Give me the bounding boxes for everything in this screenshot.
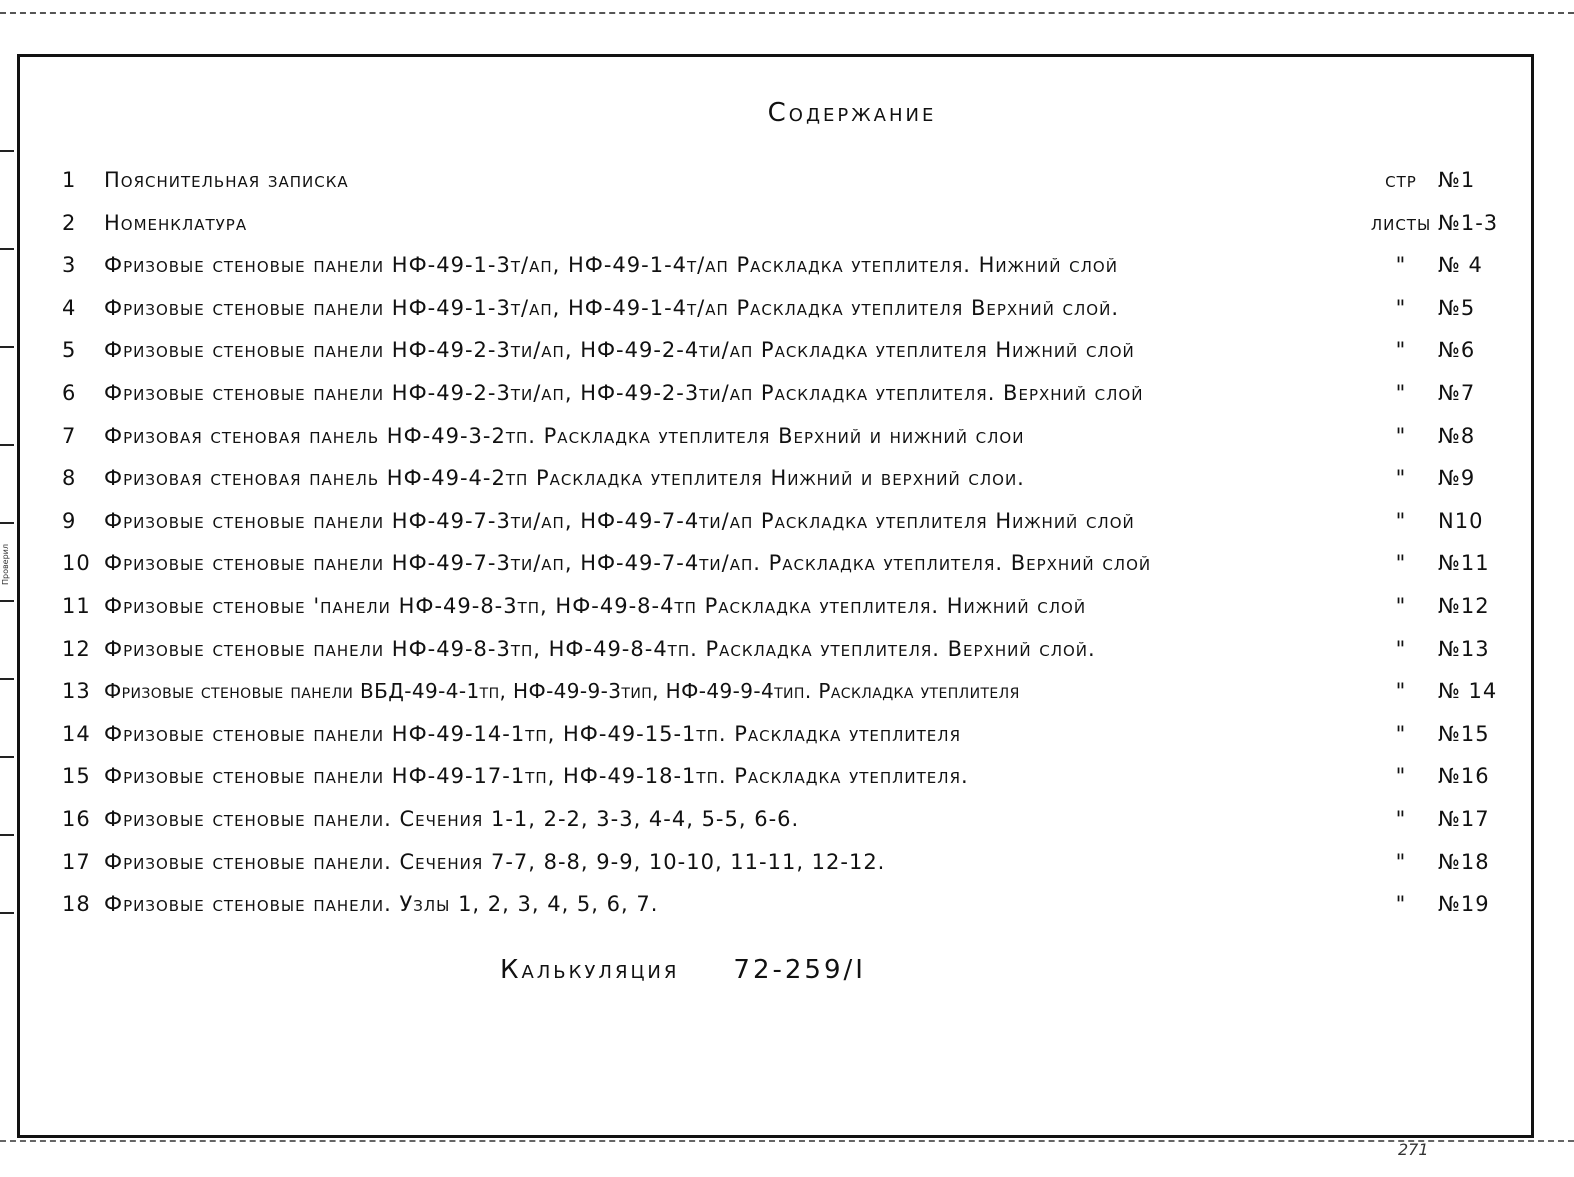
row-description: Номенклатура bbox=[104, 210, 248, 235]
row-ditto-mark: стр bbox=[1385, 168, 1417, 192]
contents-list bbox=[60, 160, 1510, 927]
row-sheet-number: №18 bbox=[1438, 849, 1490, 874]
row-number: 14 bbox=[62, 721, 91, 746]
row-ditto-mark: " bbox=[1395, 295, 1407, 320]
row-description: Фризовые стеновые панели НФ-49-17-1тп, НФ-49-18-1тп. Раскладка утеплителя. bbox=[104, 764, 969, 789]
bottom-border-dash bbox=[0, 1140, 1574, 1142]
contents-row bbox=[60, 501, 1510, 544]
row-ditto-mark: " bbox=[1395, 806, 1407, 831]
row-ditto-mark: " bbox=[1395, 764, 1407, 789]
row-ditto-mark: " bbox=[1395, 636, 1407, 661]
row-sheet-number: №7 bbox=[1438, 380, 1476, 405]
row-sheet-number: № 4 bbox=[1438, 253, 1483, 278]
row-description: Фризовые стеновые 'панели НФ-49-8-3тп, НФ-49-8-4тп Раскладка утеплителя. Нижний слой bbox=[104, 593, 1087, 618]
row-description: Фризовая стеновая панель НФ-49-3-2тп. Раскладка утеплителя Верхний и нижний слои bbox=[104, 423, 1025, 448]
row-sheet-number: N10 bbox=[1438, 508, 1484, 533]
row-number: 5 bbox=[62, 338, 77, 363]
contents-row bbox=[60, 884, 1510, 927]
row-number: 9 bbox=[62, 508, 77, 533]
row-description: Фризовые стеновые панели НФ-49-1-3т/ап, НФ-49-1-4т/ап Раскладка утеплителя. Нижний слой bbox=[104, 253, 1118, 278]
row-sheet-number: №1-3 bbox=[1438, 210, 1499, 235]
page-number: 271 bbox=[1398, 1140, 1429, 1159]
row-description: Фризовые стеновые панели. Сечения 1-1, 2-2, 3-3, 4-4, 5-5, 6-6. bbox=[104, 806, 800, 831]
row-ditto-mark: " bbox=[1395, 551, 1407, 576]
strip-tick bbox=[0, 678, 14, 680]
contents-row bbox=[60, 416, 1510, 459]
row-description: Фризовые стеновые панели НФ-49-14-1тп, НФ-49-15-1тп. Раскладка утеплителя bbox=[104, 721, 961, 746]
calculation-label: Калькуляция bbox=[500, 955, 680, 985]
row-ditto-mark: " bbox=[1395, 679, 1407, 704]
row-ditto-mark: " bbox=[1395, 380, 1407, 405]
strip-tick bbox=[0, 248, 14, 250]
left-margin-strip bbox=[0, 54, 17, 1138]
row-ditto-mark: " bbox=[1395, 466, 1407, 491]
row-sheet-number: №15 bbox=[1438, 721, 1490, 746]
contents-row bbox=[60, 629, 1510, 672]
row-description: Фризовые стеновые панели. Сечения 7-7, 8-8, 9-9, 10-10, 11-11, 12-12. bbox=[104, 849, 886, 874]
row-description: Фризовые стеновые панели ВБД-49-4-1тп, НФ-49-9-3тип, НФ-49-9-4тип. Раскладка утеплителя bbox=[104, 679, 1020, 704]
row-description: Фризовые стеновые панели НФ-49-1-3т/ап, НФ-49-1-4т/ап Раскладка утеплителя Верхний слой. bbox=[104, 295, 1119, 320]
row-sheet-number: №12 bbox=[1438, 593, 1490, 618]
checked-by-label: Проверил bbox=[1, 544, 10, 586]
row-number: 10 bbox=[62, 551, 91, 576]
contents-row bbox=[60, 373, 1510, 416]
row-sheet-number: №13 bbox=[1438, 636, 1490, 661]
strip-tick bbox=[0, 522, 14, 524]
row-number: 6 bbox=[62, 380, 77, 405]
row-sheet-number: №9 bbox=[1438, 466, 1476, 491]
contents-row bbox=[60, 288, 1510, 331]
row-ditto-mark: " bbox=[1395, 849, 1407, 874]
contents-row bbox=[60, 330, 1510, 373]
contents-row bbox=[60, 799, 1510, 842]
row-description: Фризовые стеновые панели НФ-49-8-3тп, НФ-49-8-4тп. Раскладка утеплителя. Верхний слой. bbox=[104, 636, 1096, 661]
strip-tick bbox=[0, 600, 14, 602]
calculation-code: 72-259/I bbox=[733, 955, 866, 985]
contents-row bbox=[60, 543, 1510, 586]
contents-row bbox=[60, 671, 1510, 714]
row-description: Фризовая стеновая панель НФ-49-4-2тп Раскладка утеплителя Нижний и верхний слои. bbox=[104, 466, 1025, 491]
row-sheet-number: №11 bbox=[1438, 551, 1490, 576]
row-ditto-mark: " bbox=[1395, 508, 1407, 533]
contents-row bbox=[60, 245, 1510, 288]
row-sheet-number: №17 bbox=[1438, 806, 1490, 831]
strip-tick bbox=[0, 444, 14, 446]
contents-row bbox=[60, 458, 1510, 501]
row-sheet-number: №8 bbox=[1438, 423, 1476, 448]
contents-row bbox=[60, 842, 1510, 885]
row-sheet-number: №16 bbox=[1438, 764, 1490, 789]
row-sheet-number: №1 bbox=[1438, 168, 1476, 192]
row-description: Фризовые стеновые панели НФ-49-2-3ти/ап, НФ-49-2-3ти/ап Раскладка утеплителя. Верхний слой bbox=[104, 380, 1144, 405]
row-number: 8 bbox=[62, 466, 77, 491]
row-description: Фризовые стеновые панели НФ-49-7-3ти/ап, НФ-49-7-4ти/ап. Раскладка утеплителя. Верхний слой bbox=[104, 551, 1152, 576]
contents-row bbox=[60, 586, 1510, 629]
row-number: 15 bbox=[62, 764, 91, 789]
row-number: 2 bbox=[62, 210, 77, 235]
top-border-dash bbox=[0, 12, 1574, 14]
strip-tick bbox=[0, 756, 14, 758]
strip-tick bbox=[0, 912, 14, 914]
row-ditto-mark: листы bbox=[1370, 210, 1432, 235]
strip-tick bbox=[0, 346, 14, 348]
row-number: 12 bbox=[62, 636, 91, 661]
row-description: Пояснительная записка bbox=[104, 168, 349, 192]
contents-row bbox=[60, 714, 1510, 757]
contents-row bbox=[60, 756, 1510, 799]
page-title: Содержание bbox=[767, 98, 937, 128]
row-description: Фризовые стеновые панели НФ-49-7-3ти/ап, НФ-49-7-4ти/ап Раскладка утеплителя Нижний слой bbox=[104, 508, 1135, 533]
strip-tick bbox=[0, 150, 14, 152]
row-number: 4 bbox=[62, 295, 77, 320]
calculation-line bbox=[500, 955, 866, 985]
contents-row bbox=[60, 160, 1510, 203]
row-ditto-mark: " bbox=[1395, 593, 1407, 618]
row-number: 17 bbox=[62, 849, 91, 874]
row-number: 7 bbox=[62, 423, 77, 448]
row-description: Фризовые стеновые панели. Узлы 1, 2, 3, 4, 5, 6, 7. bbox=[104, 892, 659, 917]
row-description: Фризовые стеновые панели НФ-49-2-3ти/ап, НФ-49-2-4ти/ап Раскладка утеплителя Нижний слой bbox=[104, 338, 1135, 363]
row-ditto-mark: " bbox=[1395, 338, 1407, 363]
row-number: 13 bbox=[62, 679, 91, 704]
row-ditto-mark: " bbox=[1395, 892, 1407, 917]
row-number: 16 bbox=[62, 806, 91, 831]
row-sheet-number: №19 bbox=[1438, 892, 1490, 917]
row-sheet-number: №6 bbox=[1438, 338, 1476, 363]
row-number: 11 bbox=[62, 593, 91, 618]
row-number: 1 bbox=[62, 168, 77, 192]
row-number: 18 bbox=[62, 892, 91, 917]
row-sheet-number: № 14 bbox=[1438, 679, 1498, 704]
row-ditto-mark: " bbox=[1395, 423, 1407, 448]
row-sheet-number: №5 bbox=[1438, 295, 1476, 320]
strip-tick bbox=[0, 834, 14, 836]
contents-row bbox=[60, 203, 1510, 246]
row-number: 3 bbox=[62, 253, 77, 278]
row-ditto-mark: " bbox=[1395, 253, 1407, 278]
row-ditto-mark: " bbox=[1395, 721, 1407, 746]
